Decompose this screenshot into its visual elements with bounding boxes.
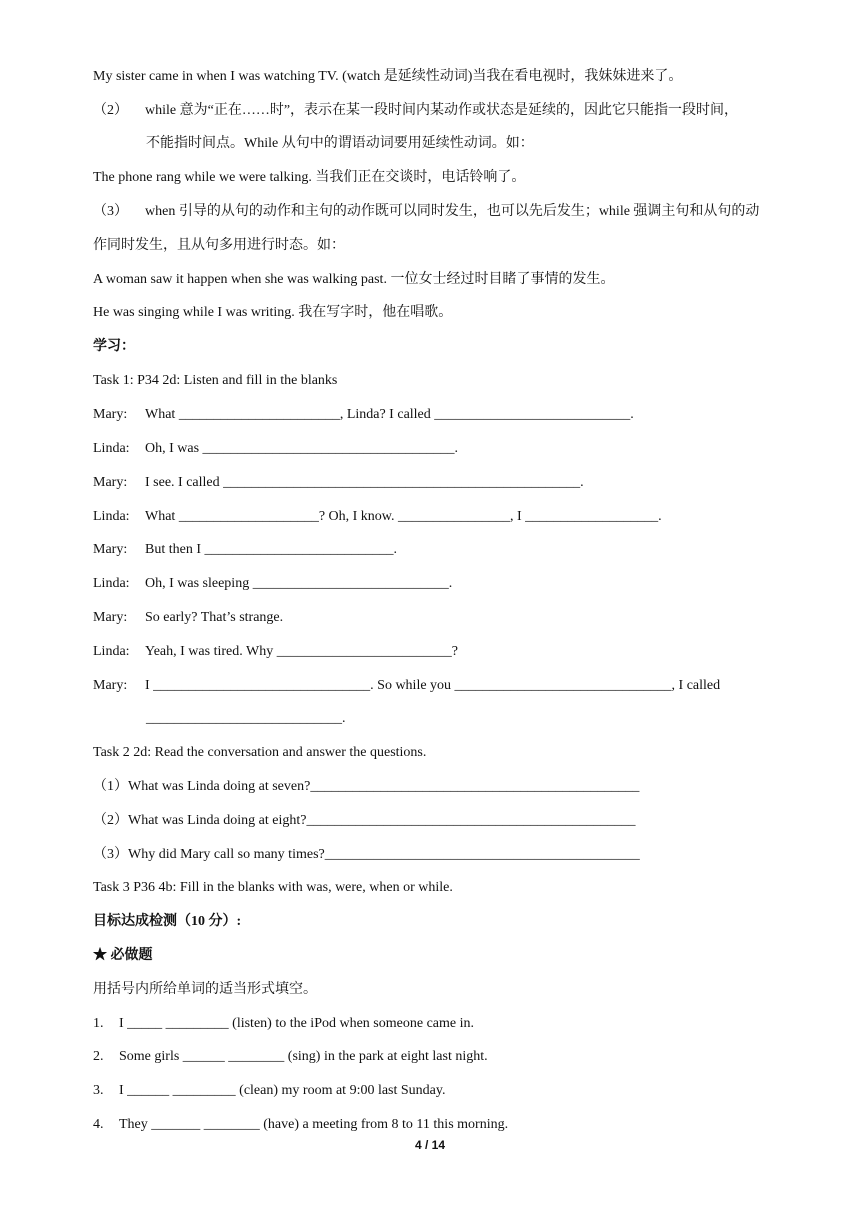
exercise-number: 3. <box>93 1083 104 1098</box>
dialogue-line <box>93 405 634 425</box>
dialogue-text: But then I ___________________________. <box>145 542 397 557</box>
dialogue-text: I _______________________________. So while you _______________________________, I called <box>145 678 721 693</box>
speaker: Mary: <box>93 610 128 625</box>
exercise-text: I _____ _________ (listen) to the iPod when someone came in. <box>119 1016 474 1031</box>
exercise-number: 2. <box>93 1049 104 1064</box>
speaker: Linda: <box>93 644 130 659</box>
dialogue-line <box>93 642 458 662</box>
speaker: Mary: <box>93 475 128 490</box>
dialogue-line <box>93 676 720 696</box>
exercise-item <box>93 1047 488 1067</box>
speaker: Mary: <box>93 407 128 422</box>
exercise-number: 1. <box>93 1016 104 1031</box>
rule-3-line-1 <box>93 202 759 222</box>
rule-2-line-1 <box>93 101 738 121</box>
example-sentence-phone: The phone rang while we were talking. 当我们正在交谈时，电话铃响了。 <box>93 170 526 185</box>
task-2-title: Task 2 2d: Read the conversation and answer the questions. <box>93 745 427 760</box>
dialogue-line <box>93 540 397 560</box>
dialogue-text: So early? That’s strange. <box>145 610 284 625</box>
dialogue-line <box>93 608 283 628</box>
dialogue-line <box>93 473 584 493</box>
exercise-text: They _______ ________ (have) a meeting from 8 to 11 this morning. <box>119 1117 509 1132</box>
task-1-title: Task 1: P34 2d: Listen and fill in the blanks <box>93 373 338 388</box>
exercise-item <box>93 1115 508 1135</box>
page-number: 4 / 14 <box>414 1138 446 1152</box>
task-2-question: （1）What was Linda doing at seven?_______________________________________________ <box>93 779 640 794</box>
dialogue-line <box>93 574 452 594</box>
dialogue-text: Oh, I was sleeping ____________________________. <box>145 576 453 591</box>
dialogue-line <box>93 439 458 459</box>
example-sentence-woman: A woman saw it happen when she was walking past. 一位女士经过时目睹了事情的发生。 <box>93 272 615 287</box>
dialogue-line <box>93 507 662 527</box>
exercise-item <box>93 1014 474 1034</box>
exercise-text: I ______ _________ (clean) my room at 9:00 last Sunday. <box>119 1083 446 1098</box>
task-2-question: （2）What was Linda doing at eight?_______________________________________________ <box>93 813 636 828</box>
dialogue-text: Oh, I was ____________________________________. <box>145 441 459 456</box>
required-heading: ★ 必做题 <box>93 948 153 963</box>
dialogue-continuation: ____________________________. <box>146 711 346 726</box>
task-3-title: Task 3 P36 4b: Fill in the blanks with was, were, when or while. <box>93 880 453 895</box>
rule-3-text: when 引导的从句的动作和主句的动作既可以同时发生，也可以先后发生；while 强调主句和从句的动 <box>145 204 760 219</box>
goal-heading: 目标达成检测（10 分）: <box>93 914 242 929</box>
rule-2-text: while 意为“正在……时”，表示在某一段时间内某动作或状态是延续的，因此它只能指一段时间， <box>145 103 739 118</box>
exercise-instruction: 用括号内所给单词的适当形式填空。 <box>93 982 317 997</box>
example-sentence-singing: He was singing while I was writing. 我在写字时，他在唱歌。 <box>93 305 453 320</box>
speaker: Linda: <box>93 576 130 591</box>
dialogue-text: What ____________________? Oh, I know. ________________, I ___________________. <box>145 509 662 524</box>
task-2-question: （3）Why did Mary call so many times?_____________________________________________ <box>93 847 640 862</box>
speaker: Mary: <box>93 542 128 557</box>
rule-3-number: （3） <box>93 204 128 219</box>
dialogue-text: Yeah, I was tired. Why _________________________? <box>145 644 458 659</box>
dialogue-text: What _______________________, Linda? I called ____________________________. <box>145 407 634 422</box>
exercise-number: 4. <box>93 1117 104 1132</box>
rule-2-line-2: 不能指时间点。While 从句中的谓语动词要用延续性动词。如： <box>146 136 534 151</box>
example-sentence-watch: My sister came in when I was watching TV. (watch 是延续性动词)当我在看电视时，我妹妹进来了。 <box>93 69 683 84</box>
speaker: Mary: <box>93 678 128 693</box>
speaker: Linda: <box>93 441 130 456</box>
rule-2-number: （2） <box>93 103 128 118</box>
dialogue-text: I see. I called ___________________________________________________. <box>145 475 584 490</box>
speaker: Linda: <box>93 509 130 524</box>
study-heading: 学习： <box>93 339 135 354</box>
exercise-item <box>93 1081 445 1101</box>
rule-3-line-2: 作同时发生，且从句多用进行时态。如： <box>93 238 345 253</box>
exercise-text: Some girls ______ ________ (sing) in the park at eight last night. <box>119 1049 488 1064</box>
